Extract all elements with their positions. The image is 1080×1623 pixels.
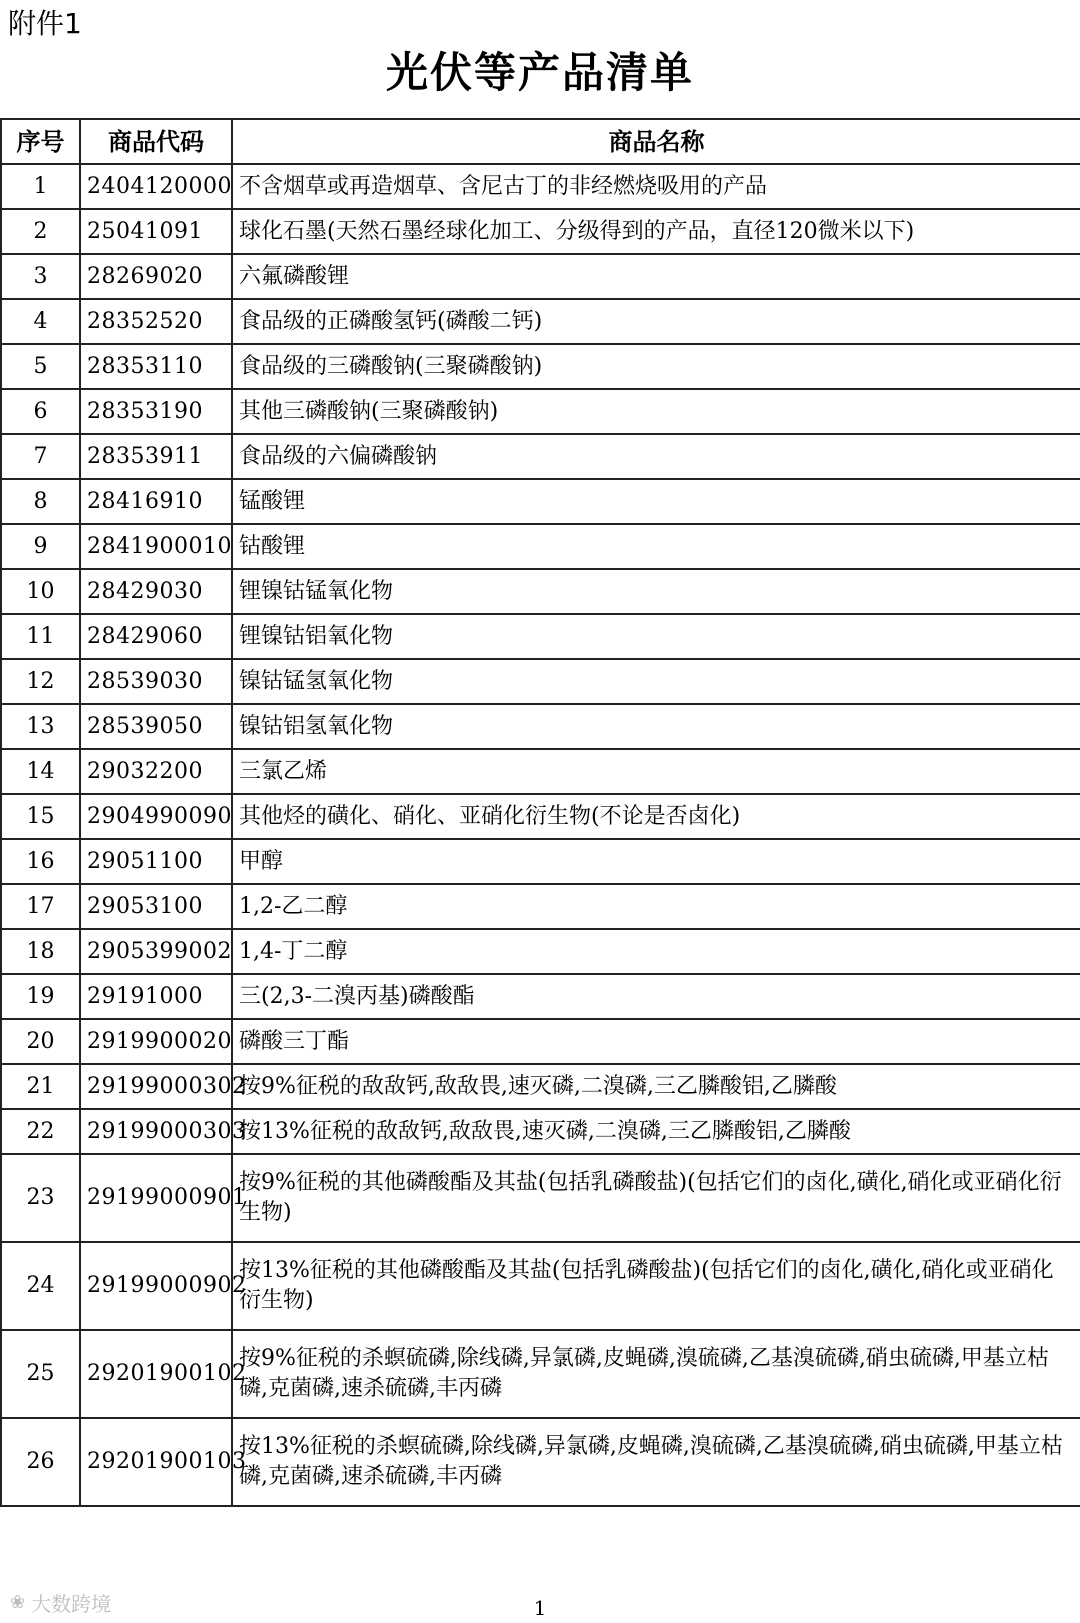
watermark-text: 大数跨境 — [31, 1592, 112, 1616]
cell-code: 29199000302 — [80, 1064, 232, 1109]
cell-no: 19 — [1, 974, 80, 1019]
header-no: 序号 — [1, 119, 80, 164]
table-row — [1, 1154, 1080, 1242]
cell-code: 2404120000 — [80, 164, 232, 209]
table-row — [1, 254, 1080, 299]
cell-code: 29032200 — [80, 749, 232, 794]
cell-name: 按13%征税的敌敌钙,敌敌畏,速灭磷,二溴磷,三乙膦酸铝,乙膦酸 — [232, 1109, 1080, 1154]
header-name: 商品名称 — [232, 119, 1080, 164]
cell-code: 29199000901 — [80, 1154, 232, 1242]
table-row — [1, 209, 1080, 254]
table-header-row — [1, 119, 1080, 164]
cell-name: 按9%征税的其他磷酸酯及其盐(包括乳磷酸盐)(包括它们的卤化,磺化,硝化或亚硝化衍生物) — [232, 1154, 1080, 1242]
cell-name: 按13%征税的其他磷酸酯及其盐(包括乳磷酸盐)(包括它们的卤化,磺化,硝化或亚硝化衍生物) — [232, 1242, 1080, 1330]
cell-no: 3 — [1, 254, 80, 299]
cell-code: 29191000 — [80, 974, 232, 1019]
cell-code: 28539030 — [80, 659, 232, 704]
cell-name: 不含烟草或再造烟草、含尼古丁的非经燃烧吸用的产品 — [232, 164, 1080, 209]
cell-no: 17 — [1, 884, 80, 929]
cell-no: 23 — [1, 1154, 80, 1242]
cell-code: 28353110 — [80, 344, 232, 389]
cell-name: 锂镍钴锰氧化物 — [232, 569, 1080, 614]
cell-name: 球化石墨(天然石墨经球化加工、分级得到的产品，直径120微米以下) — [232, 209, 1080, 254]
cell-no: 12 — [1, 659, 80, 704]
cell-name: 其他烃的磺化、硝化、亚硝化衍生物(不论是否卤化) — [232, 794, 1080, 839]
cell-name: 1,4-丁二醇 — [232, 929, 1080, 974]
cell-name: 锰酸锂 — [232, 479, 1080, 524]
cell-no: 20 — [1, 1019, 80, 1064]
cell-no: 6 — [1, 389, 80, 434]
table-row — [1, 839, 1080, 884]
product-list-table — [0, 118, 1080, 1507]
cell-code: 29199000902 — [80, 1242, 232, 1330]
cell-name: 镍钴锰氢氧化物 — [232, 659, 1080, 704]
cell-name: 食品级的正磷酸氢钙(磷酸二钙) — [232, 299, 1080, 344]
cell-no: 26 — [1, 1418, 80, 1506]
cell-no: 24 — [1, 1242, 80, 1330]
cell-no: 15 — [1, 794, 80, 839]
cell-code: 2905399002 — [80, 929, 232, 974]
cell-no: 2 — [1, 209, 80, 254]
document-title: 光伏等产品清单 — [385, 48, 694, 97]
table-row — [1, 164, 1080, 209]
cell-name: 锂镍钴铝氧化物 — [232, 614, 1080, 659]
table-row — [1, 794, 1080, 839]
cell-no: 25 — [1, 1330, 80, 1418]
table-row — [1, 974, 1080, 1019]
cell-no: 8 — [1, 479, 80, 524]
cell-no: 13 — [1, 704, 80, 749]
cell-code: 2904990090 — [80, 794, 232, 839]
table-row — [1, 434, 1080, 479]
cell-no: 1 — [1, 164, 80, 209]
cell-name: 按9%征税的敌敌钙,敌敌畏,速灭磷,二溴磷,三乙膦酸铝,乙膦酸 — [232, 1064, 1080, 1109]
cell-code: 28353190 — [80, 389, 232, 434]
cell-code: 29053100 — [80, 884, 232, 929]
cell-no: 5 — [1, 344, 80, 389]
cell-no: 14 — [1, 749, 80, 794]
cell-no: 16 — [1, 839, 80, 884]
cell-name: 1,2-乙二醇 — [232, 884, 1080, 929]
cell-name: 三氯乙烯 — [232, 749, 1080, 794]
table-row — [1, 1109, 1080, 1154]
cell-no: 7 — [1, 434, 80, 479]
cell-code: 28353911 — [80, 434, 232, 479]
attachment-label: 附件1 — [8, 7, 82, 40]
table-row — [1, 704, 1080, 749]
cell-no: 10 — [1, 569, 80, 614]
cell-name: 食品级的三磷酸钠(三聚磷酸钠) — [232, 344, 1080, 389]
table-row — [1, 479, 1080, 524]
cell-code: 29201900102 — [80, 1330, 232, 1418]
cell-no: 4 — [1, 299, 80, 344]
table-row — [1, 1242, 1080, 1330]
cell-name: 食品级的六偏磷酸钠 — [232, 434, 1080, 479]
cell-code: 28269020 — [80, 254, 232, 299]
table-row — [1, 569, 1080, 614]
table-row — [1, 389, 1080, 434]
watermark-logo-icon: ❀ — [10, 1592, 26, 1613]
cell-name: 按13%征税的杀螟硫磷,除线磷,异氯磷,皮蝇磷,溴硫磷,乙基溴硫磷,硝虫硫磷,甲基立枯磷,克菌磷,速杀硫磷,丰丙磷 — [232, 1418, 1080, 1506]
cell-no: 21 — [1, 1064, 80, 1109]
cell-name: 钴酸锂 — [232, 524, 1080, 569]
table-row — [1, 1019, 1080, 1064]
table-row — [1, 749, 1080, 794]
cell-name: 三(2,3-二溴丙基)磷酸酯 — [232, 974, 1080, 1019]
table-row — [1, 884, 1080, 929]
cell-code: 2919900020 — [80, 1019, 232, 1064]
cell-name: 甲醇 — [232, 839, 1080, 884]
cell-name: 按9%征税的杀螟硫磷,除线磷,异氯磷,皮蝇磷,溴硫磷,乙基溴硫磷,硝虫硫磷,甲基立枯磷,克菌磷,速杀硫磷,丰丙磷 — [232, 1330, 1080, 1418]
cell-no: 9 — [1, 524, 80, 569]
cell-no: 18 — [1, 929, 80, 974]
cell-name: 六氟磷酸锂 — [232, 254, 1080, 299]
table-row — [1, 524, 1080, 569]
table-row — [1, 344, 1080, 389]
cell-code: 29051100 — [80, 839, 232, 884]
cell-code: 29201900103 — [80, 1418, 232, 1506]
cell-code: 25041091 — [80, 209, 232, 254]
table-row — [1, 1064, 1080, 1109]
table-row — [1, 299, 1080, 344]
cell-code: 29199000303 — [80, 1109, 232, 1154]
cell-code: 28429030 — [80, 569, 232, 614]
cell-code: 28429060 — [80, 614, 232, 659]
header-code: 商品代码 — [80, 119, 232, 164]
table-row — [1, 1330, 1080, 1418]
cell-no: 22 — [1, 1109, 80, 1154]
cell-code: 28539050 — [80, 704, 232, 749]
table-row — [1, 1418, 1080, 1506]
page-number: 1 — [533, 1596, 547, 1620]
cell-code: 28416910 — [80, 479, 232, 524]
cell-code: 2841900010 — [80, 524, 232, 569]
table-row — [1, 929, 1080, 974]
table-row — [1, 614, 1080, 659]
table-row — [1, 659, 1080, 704]
cell-name: 镍钴铝氢氧化物 — [232, 704, 1080, 749]
cell-name: 其他三磷酸钠(三聚磷酸钠) — [232, 389, 1080, 434]
cell-no: 11 — [1, 614, 80, 659]
cell-name: 磷酸三丁酯 — [232, 1019, 1080, 1064]
cell-code: 28352520 — [80, 299, 232, 344]
